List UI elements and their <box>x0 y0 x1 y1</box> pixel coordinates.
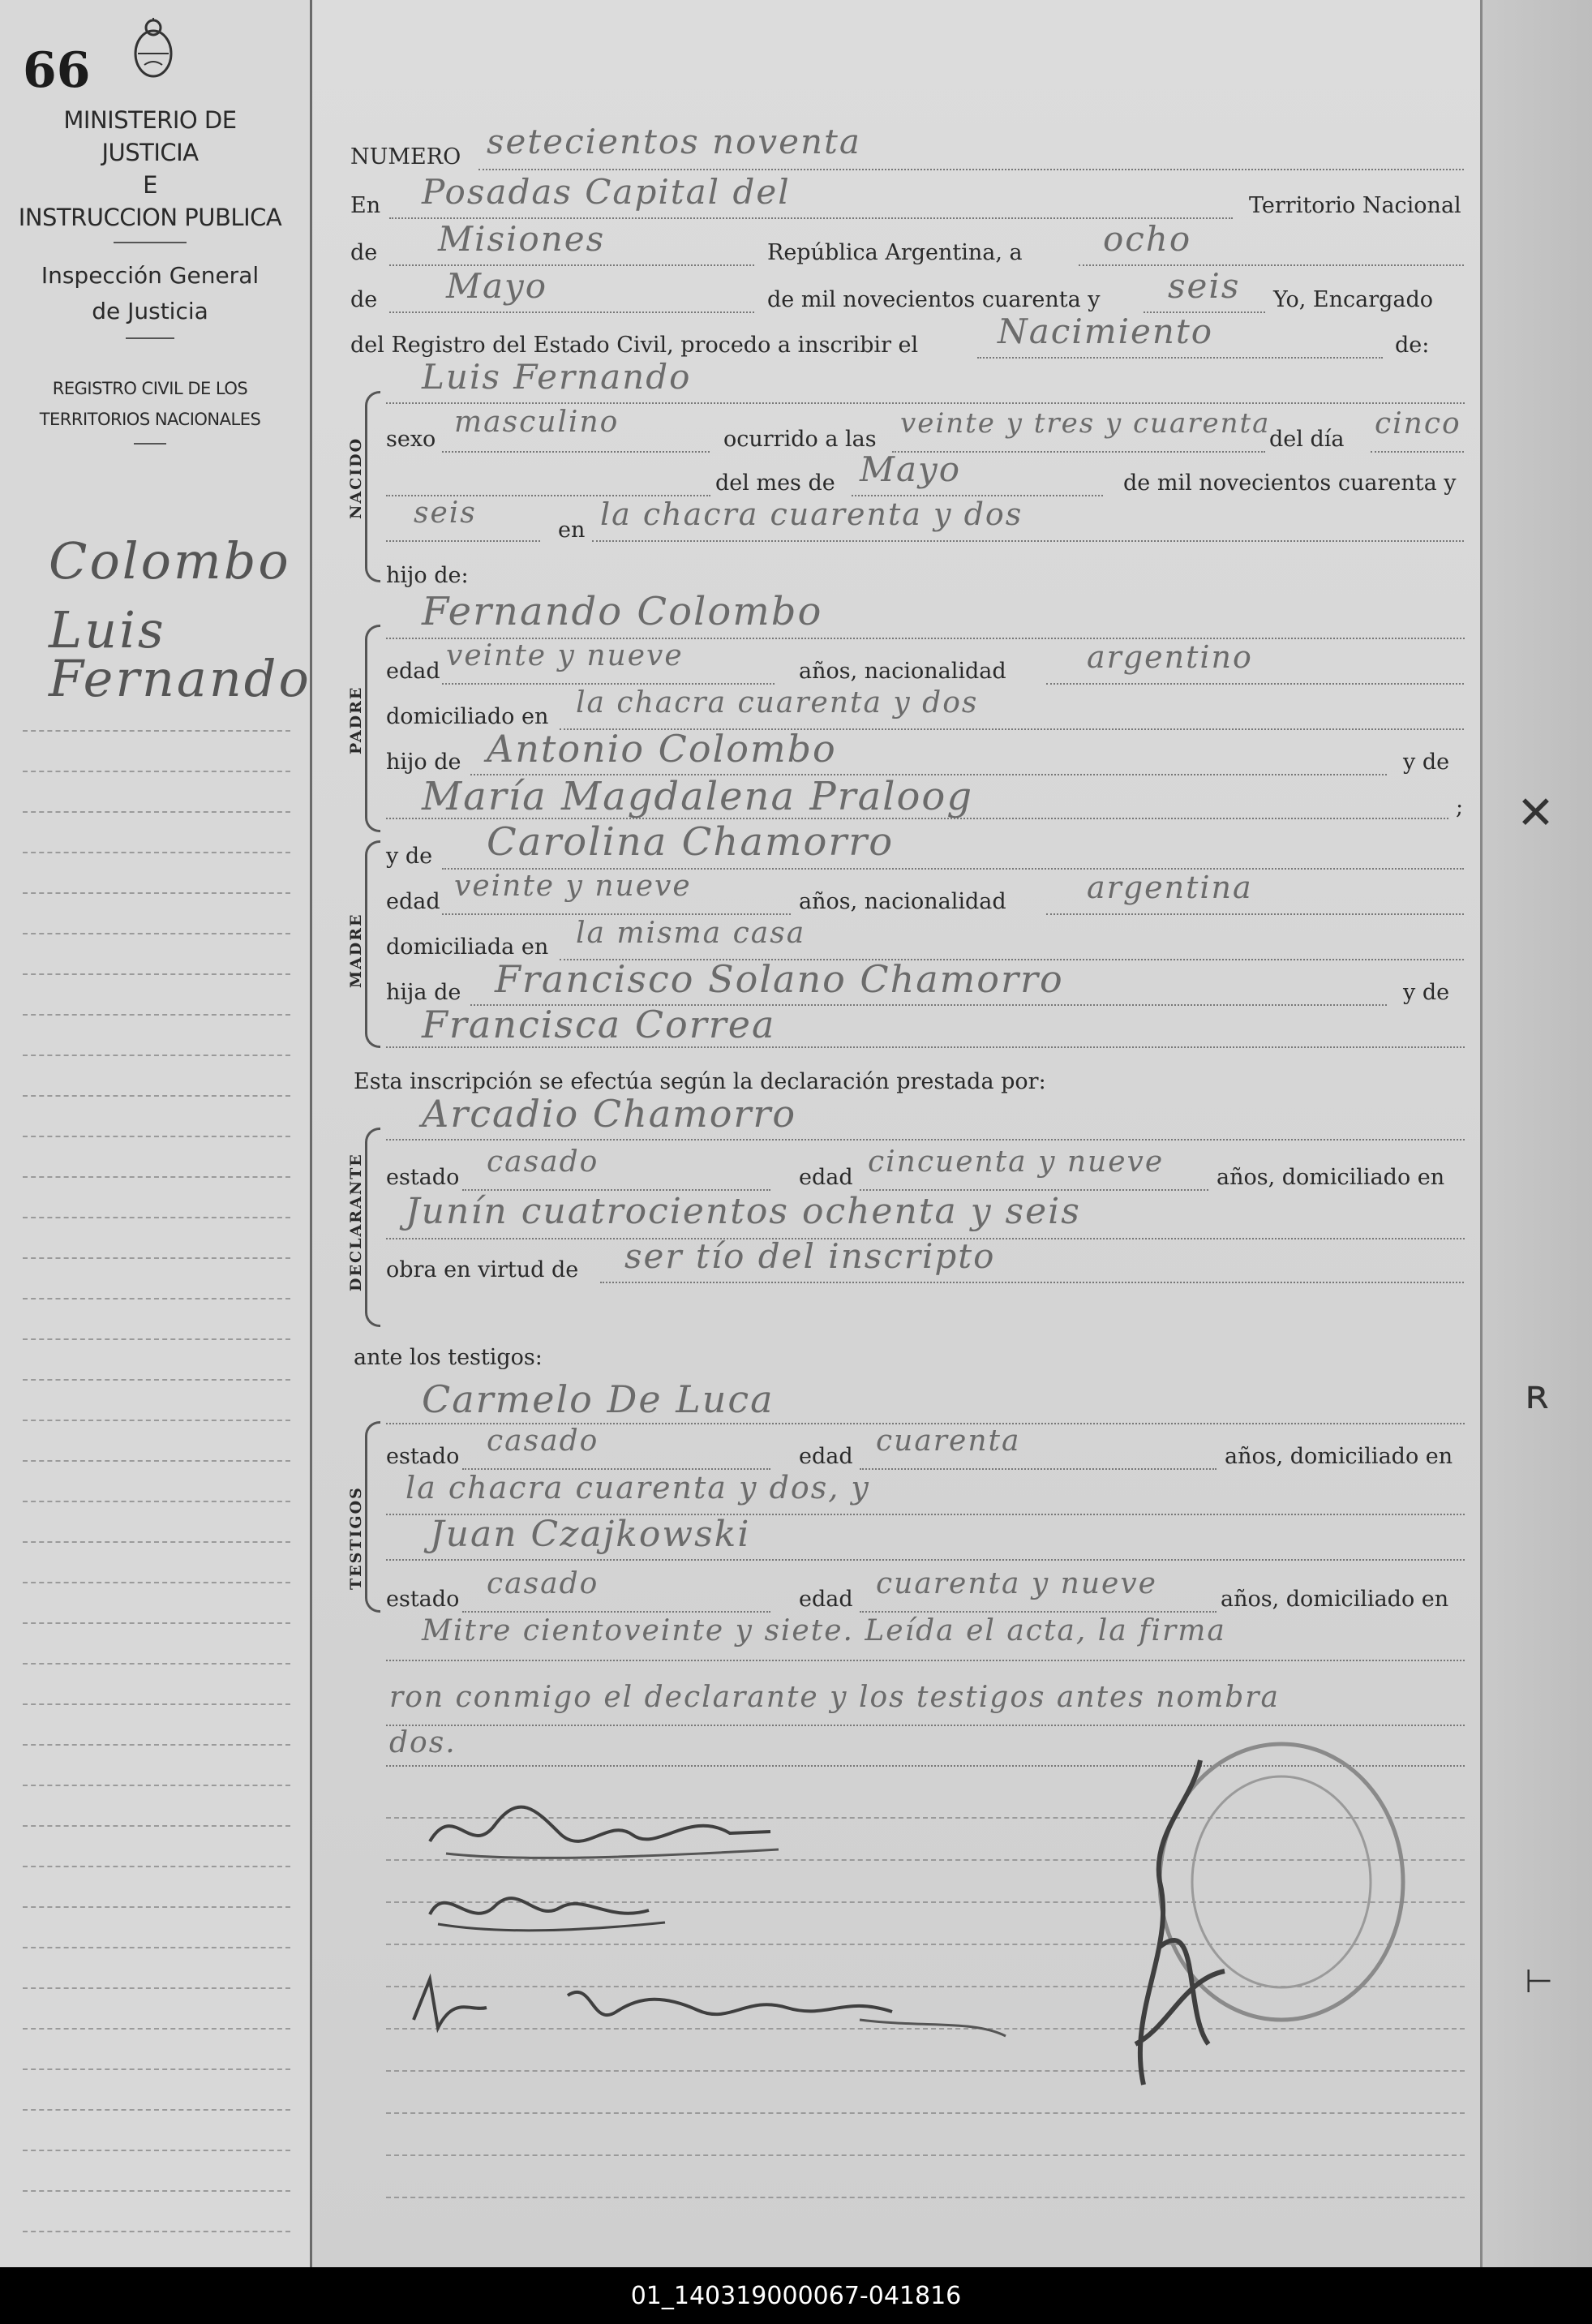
testigo1-edad-label: edad <box>799 1444 853 1469</box>
numero-value: setecientos noventa <box>487 122 861 161</box>
padre-nombre: Fernando Colombo <box>422 589 823 634</box>
declarante-obra-value: ser tío del inscripto <box>624 1236 996 1276</box>
margin-ruled-line <box>23 1866 290 1868</box>
declarante-domicilio-value: Junín cuatrocientos ochenta y seis <box>406 1191 1081 1232</box>
padre-padre-value: Antonio Colombo <box>487 727 837 771</box>
month-value: Mayo <box>446 266 548 306</box>
dotted-line <box>462 1611 770 1613</box>
de-colon-label: de: <box>1395 333 1430 358</box>
nacido-section-label: NACIDO <box>347 436 365 519</box>
testigo1-domicilio-value: la chacra cuarenta y dos, y <box>406 1470 870 1506</box>
dotted-line <box>1079 264 1464 266</box>
margin-ruled-line <box>23 1622 290 1625</box>
dotted-line <box>386 540 540 542</box>
signature-testigo-1 <box>422 1874 681 1947</box>
national-seal-icon <box>130 18 177 84</box>
registro-line-2: TERRITORIOS NACIONALES <box>39 410 261 429</box>
acto-value: Nacimiento <box>998 311 1214 351</box>
sexo-label: sexo <box>386 427 436 452</box>
testigo2-edad-value: cuarenta y nueve <box>876 1567 1157 1600</box>
registro-heading <box>16 373 284 453</box>
dotted-line <box>1046 913 1464 915</box>
ministry-line-2: E <box>143 171 157 199</box>
official-signature-and-stamp <box>1038 1703 1411 2125</box>
mes-value: Mayo <box>860 449 962 489</box>
margin-ruled-line <box>23 1379 290 1381</box>
margin-ruled-line <box>23 1785 290 1787</box>
nacido-bracket <box>365 391 380 582</box>
padre-nacionalidad-value: argentino <box>1087 639 1253 675</box>
margin-ruled-line <box>23 1014 290 1016</box>
padre-madre-value: María Magdalena Praloog <box>422 774 974 819</box>
margin-ruled-line <box>23 2068 290 2071</box>
margin-ruled-line <box>23 1501 290 1503</box>
padre-domicilio-label: domiciliado en <box>386 704 549 729</box>
ministry-line-3: INSTRUCCION PUBLICA <box>18 204 282 231</box>
margin-first-name: Luis <box>49 600 166 659</box>
margin-ruled-line <box>23 933 290 935</box>
ministry-heading <box>16 104 284 251</box>
madre-hija-label: hija de <box>386 980 461 1005</box>
registro-label: del Registro del Estado Civil, procedo a inscribir el <box>350 333 919 358</box>
padre-anios-label: años, nacionalidad <box>799 659 1006 684</box>
margin-divider <box>310 0 312 2267</box>
madre-padre-value: Francisco Solano Chamorro <box>495 957 1064 1001</box>
dotted-line <box>386 1559 1465 1561</box>
page-edge <box>1483 0 1592 2267</box>
nacido-en-label: en <box>558 518 586 543</box>
margin-ruled-line <box>23 1298 290 1300</box>
padre-section-label: PADRE <box>347 685 365 754</box>
testigo1-anios-label: años, domiciliado en <box>1225 1444 1453 1469</box>
testigo2-estado-value: casado <box>487 1567 599 1600</box>
dotted-line <box>386 1139 1465 1141</box>
dotted-line <box>389 311 754 313</box>
dotted-line <box>977 357 1383 359</box>
margin-ruled-line <box>23 2028 290 2030</box>
signature-ruled-line <box>386 2154 1465 2157</box>
margin-ruled-line <box>23 1825 290 1828</box>
margin-surname: Colombo <box>49 531 291 591</box>
numero-label: NUMERO <box>350 144 461 170</box>
padre-domicilio-value: la chacra cuarenta y dos <box>576 686 979 720</box>
ocurrido-label: ocurrido a las <box>723 427 877 452</box>
margin-ruled-line <box>23 1420 290 1422</box>
testigo2-estado-label: estado <box>386 1587 460 1612</box>
margin-ruled-line <box>23 1217 290 1219</box>
heading-rule <box>134 443 166 445</box>
madre-section-label: MADRE <box>347 913 365 988</box>
madre-edad-label: edad <box>386 889 440 914</box>
republica-label: República Argentina, a <box>767 240 1023 265</box>
padre-hijo-label: hijo de <box>386 750 461 775</box>
de-label: de <box>350 240 378 265</box>
dotted-line <box>860 1611 1217 1613</box>
declarante-estado-label: estado <box>386 1165 460 1190</box>
edge-r-mark: ʀ <box>1525 1371 1550 1418</box>
yo-label: Yo, Encargado <box>1273 287 1434 312</box>
cierre-line-1: ron conmigo el declarante y los testigos antes nombra <box>389 1681 1280 1714</box>
padre-bracket <box>365 625 380 832</box>
dotted-line <box>442 683 775 685</box>
declarante-obra-label: obra en virtud de <box>386 1257 579 1282</box>
padre-edad-label: edad <box>386 659 440 684</box>
margin-ruled-line <box>23 1055 290 1057</box>
padre-y-de-label: y de <box>1403 750 1450 775</box>
padre-edad-value: veinte y nueve <box>446 639 684 672</box>
dotted-line <box>442 451 710 453</box>
madre-anios-label: años, nacionalidad <box>799 889 1006 914</box>
del-dia-label: del día <box>1269 427 1345 452</box>
madre-domicilio-label: domiciliada en <box>386 934 549 960</box>
madre-nacionalidad-value: argentina <box>1087 870 1253 905</box>
declarante-estado-value: casado <box>487 1145 599 1179</box>
dotted-line <box>478 169 1464 170</box>
heading-rule <box>126 337 174 339</box>
edge-bracket-mark: ⊢ <box>1525 1963 1553 2000</box>
margin-middle-name: Fernando <box>49 649 311 708</box>
signature-ruled-line <box>386 2197 1465 2199</box>
de-value: Misiones <box>438 219 606 259</box>
margin-ruled-line <box>23 1703 290 1706</box>
margin-ruled-line <box>23 1095 290 1098</box>
madre-domicilio-value: la misma casa <box>576 917 806 950</box>
anio-value: seis <box>414 496 477 530</box>
nacido-nombre: Luis Fernando <box>422 357 692 397</box>
heading-rule <box>114 242 187 243</box>
territorio-label: Territorio Nacional <box>1249 193 1461 218</box>
en-value: Posadas Capital del <box>422 172 791 212</box>
testigo1-estado-value: casado <box>487 1424 599 1458</box>
margin-ruled-line <box>23 2231 290 2233</box>
margin-ruled-line <box>23 1460 290 1463</box>
testigos-label: ante los testigos: <box>354 1345 543 1370</box>
margin-ruled-line <box>23 1744 290 1746</box>
lugar-value: la chacra cuarenta y dos <box>600 496 1023 532</box>
madre-y-de-label: y de <box>1403 980 1450 1005</box>
hora-value: veinte y tres y cuarenta <box>900 407 1271 440</box>
declarante-nombre: Arcadio Chamorro <box>422 1092 797 1136</box>
dotted-line <box>600 1282 1464 1283</box>
margin-ruled-line <box>23 1338 290 1341</box>
ministry-line-1: MINISTERIO DE JUSTICIA <box>63 106 237 166</box>
inspeccion-heading <box>16 258 284 347</box>
margin-ruled-line <box>23 973 290 976</box>
sexo-value: masculino <box>454 406 620 439</box>
de-month-label: de <box>350 287 378 312</box>
padre-semicolon: ; <box>1456 795 1464 820</box>
testigo2-edad-label: edad <box>799 1587 853 1612</box>
margin-ruled-line <box>23 1947 290 1949</box>
testigo1-edad-value: cuarenta <box>876 1424 1021 1458</box>
image-id-footer: 01_140319000067-041816 <box>0 2267 1592 2324</box>
declarante-bracket <box>365 1128 380 1327</box>
margin-ruled-line <box>23 1136 290 1138</box>
madre-bracket <box>365 840 380 1048</box>
declarante-section-label: DECLARANTE <box>347 1153 365 1291</box>
inspeccion-line-2: de Justicia <box>92 298 208 324</box>
registro-line-1: REGISTRO CIVIL DE LOS <box>52 379 248 398</box>
testigo1-nombre: Carmelo De Luca <box>422 1377 775 1421</box>
margin-ruled-line <box>23 771 290 773</box>
margin-ruled-line <box>23 1582 290 1584</box>
margin-ruled-line <box>23 811 290 814</box>
madre-nombre: Carolina Chamorro <box>487 819 895 865</box>
mil-label: de mil novecientos cuarenta y <box>767 287 1101 312</box>
margin-ruled-line <box>23 852 290 854</box>
margin-ruled-line <box>23 1257 290 1260</box>
year-value: seis <box>1168 266 1241 306</box>
margin-ruled-line <box>23 2109 290 2111</box>
margin-ruled-line <box>23 1987 290 1990</box>
declarante-edad-value: cincuenta y nueve <box>868 1145 1165 1179</box>
margin-ruled-line <box>23 1541 290 1544</box>
madre-y-de-label: y de <box>386 844 433 869</box>
day-value: ocho <box>1103 219 1192 259</box>
signature-declarante <box>422 1785 795 1874</box>
signature-testigo-2 <box>406 1963 1022 2052</box>
testigos-section-label: TESTIGOS <box>347 1486 365 1590</box>
dotted-line <box>442 913 791 915</box>
testigo1-estado-label: estado <box>386 1444 460 1469</box>
madre-madre-value: Francisca Correa <box>422 1003 776 1046</box>
margin-ruled-line <box>23 730 290 732</box>
sheet-number: 66 <box>23 42 91 99</box>
hijo-de-label: hijo de: <box>386 563 469 588</box>
dotted-line <box>386 1046 1465 1048</box>
testigo2-nombre: Juan Czajkowski <box>430 1514 751 1555</box>
dia-value: cinco <box>1375 407 1461 440</box>
margin-ruled-line <box>23 2190 290 2193</box>
dotted-line <box>1046 683 1464 685</box>
mes-label: del mes de <box>715 470 835 496</box>
margin-ruled-line <box>23 1176 290 1179</box>
cierre-line-2: dos. <box>389 1726 457 1759</box>
declaracion-label: Esta inscripción se efectúa según la declaración prestada por: <box>354 1069 1046 1094</box>
edge-cross-mark: ✕ <box>1517 787 1555 840</box>
margin-ruled-line <box>23 2150 290 2152</box>
margin-ruled-line <box>23 1906 290 1909</box>
declarante-edad-label: edad <box>799 1165 853 1190</box>
testigo2-anios-label: años, domiciliado en <box>1221 1587 1449 1612</box>
en-label: En <box>350 193 381 218</box>
testigos-bracket <box>365 1421 380 1613</box>
dotted-line <box>1371 451 1464 453</box>
madre-edad-value: veinte y nueve <box>454 870 692 903</box>
dotted-line <box>386 1660 1465 1661</box>
dotted-line <box>386 402 1465 404</box>
dotted-line <box>389 264 754 266</box>
nacido-mil-label: de mil novecientos cuarenta y <box>1123 470 1457 496</box>
testigo2-domicilio-value: Mitre cientoveinte y siete. Leída el acta, la firma <box>422 1614 1226 1647</box>
margin-ruled-line <box>23 892 290 895</box>
dotted-line <box>860 1468 1217 1470</box>
margin-ruled-line <box>23 1663 290 1665</box>
declarante-anios-label: años, domiciliado en <box>1217 1165 1445 1190</box>
dotted-line <box>592 540 1464 542</box>
inspeccion-line-1: Inspección General <box>41 262 260 289</box>
